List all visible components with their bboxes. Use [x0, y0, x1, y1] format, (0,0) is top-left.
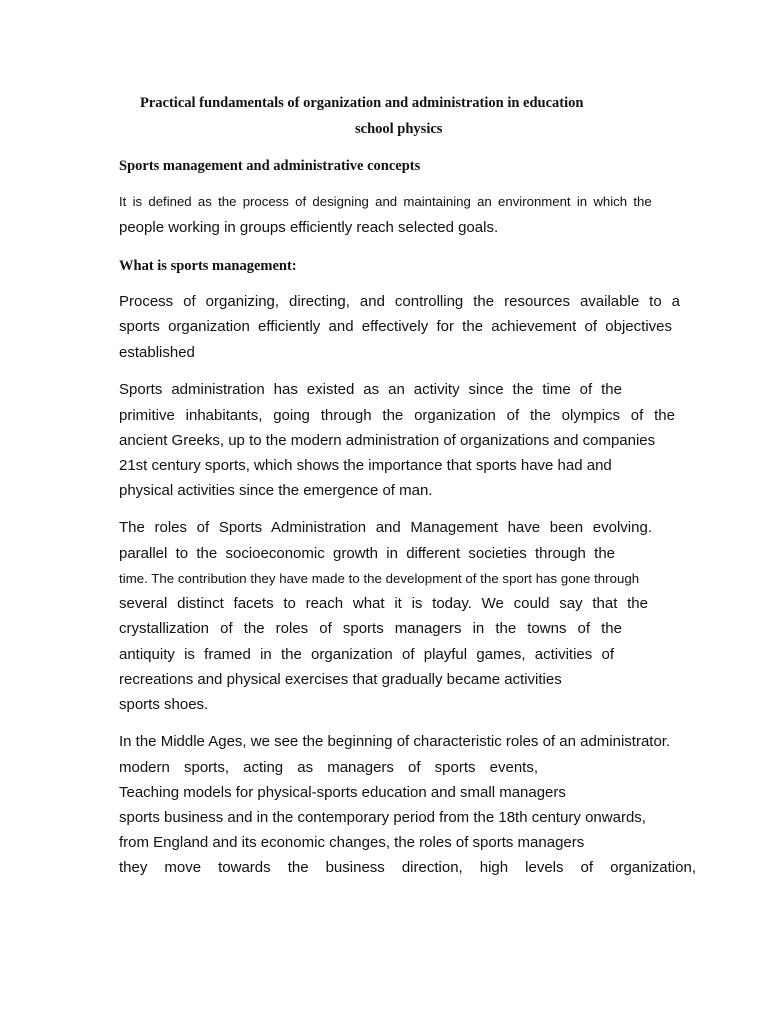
section-heading: Sports management and administrative concepts [119, 158, 421, 174]
history-line: physical activities since the emergence of man. [119, 482, 433, 499]
roles-line: recreations and physical exercises that gradually became activities [119, 671, 562, 688]
roles-line: time. The contribution they have made to the development of the sport has gone through [119, 571, 640, 586]
middle-ages-line: they move towards the business direction, high levels of organization, [119, 859, 696, 876]
history-line: Sports administration has existed as an activity since the time of the [119, 381, 622, 398]
document-title-line-2: school physics [355, 121, 443, 137]
roles-line: sports shoes. [119, 696, 209, 713]
question-heading: What is sports management: [119, 258, 297, 274]
history-line: ancient Greeks, up to the modern administration of organizations and companies [119, 432, 656, 449]
history-line: primitive inhabitants, going through the organization of the olympics of the [119, 407, 675, 424]
roles-line: several distinct facets to reach what it is today. We could say that the [119, 595, 648, 612]
document-title-line-1: Practical fundamentals of organization and administration in education [140, 95, 584, 111]
intro-line: It is defined as the process of designing and maintaining an environment in which the [119, 194, 652, 209]
history-line: 21st century sports, which shows the importance that sports have had and [119, 457, 612, 474]
definition-line: established [119, 344, 195, 361]
middle-ages-line: Teaching models for physical-sports education and small managers [119, 784, 566, 801]
middle-ages-line: sports business and in the contemporary period from the 18th century onwards, [119, 809, 646, 826]
roles-line: parallel to the socioeconomic growth in different societies through the [119, 545, 615, 562]
roles-line: antiquity is framed in the organization of playful games, activities of [119, 646, 614, 663]
definition-line: sports organization efficiently and effectively for the achievement of objectives [119, 318, 672, 335]
middle-ages-line: modern sports, acting as managers of sports events, [119, 759, 538, 776]
intro-line: people working in groups efficiently reach selected goals. [119, 219, 499, 236]
middle-ages-line: In the Middle Ages, we see the beginning of characteristic roles of an administrator. [119, 733, 671, 750]
roles-line: crystallization of the roles of sports managers in the towns of the [119, 620, 622, 637]
roles-line: The roles of Sports Administration and Management have been evolving. [119, 519, 652, 536]
middle-ages-line: from England and its economic changes, the roles of sports managers [119, 834, 585, 851]
definition-line: Process of organizing, directing, and controlling the resources available to a [119, 293, 680, 310]
